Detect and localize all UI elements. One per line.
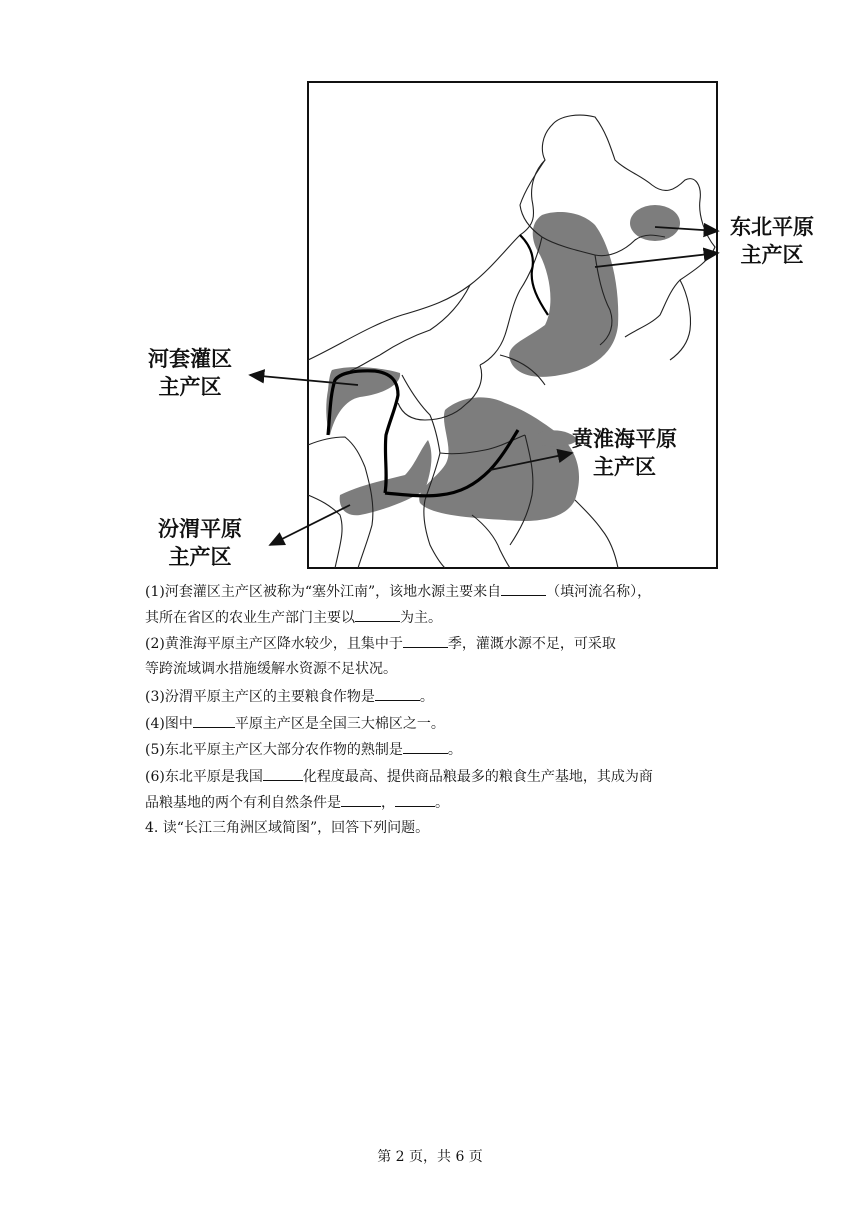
question-1-line1 [145,581,651,602]
q1-text-c: 其所在省区的农业生产部门主要以 [145,610,355,626]
q1-blank-1[interactable] [501,581,546,596]
q5-blank[interactable] [403,739,448,754]
label-dongbei [730,213,814,269]
q2-text-c: 等跨流域调水措施缓解水资源不足状况。 [145,661,397,677]
label-dongbei-line2: 主产区 [740,243,804,267]
q4-blank[interactable] [193,713,235,728]
label-fenwei-line1: 汾渭平原 [158,517,242,541]
dongbei-shade-main [509,212,618,377]
q6-text-b: 化程度最高、提供商品粮最多的粮食生产基地，其成为商 [302,769,653,785]
question-1-line2 [145,607,442,628]
q6-blank-1[interactable] [263,766,303,781]
q1-blank-2[interactable] [355,607,400,622]
q2-text-a: (2)黄淮海平原主产区降水较少，且集中于 [145,636,403,652]
arrow-fenwei [270,505,350,545]
label-hetao [148,345,232,401]
q3-text-a: (3)汾渭平原主产区的主要粮食作物是 [145,689,375,705]
q6-blank-3[interactable] [395,792,435,807]
question-4 [145,713,445,734]
question-5 [145,739,462,760]
q5-text-a: (5)东北平原主产区大部分农作物的熟制是 [145,742,403,758]
q6-text-d: ， [381,795,395,811]
q6-text-a: (6)东北平原是我国 [145,769,263,785]
label-fenwei-line2: 主产区 [168,545,232,569]
label-huanghuaihai-line1: 黄淮海平原 [572,427,677,451]
q1-text-d: 为主。 [400,610,442,626]
q1-text-b: （填河流名称）， [546,584,652,600]
q2-blank-1[interactable] [403,633,448,648]
question-6-line1 [145,766,653,787]
label-dongbei-line1: 东北平原 [730,215,814,239]
q4-text-a: (4)图中 [145,716,193,732]
page-footer: 第 2 页，共 6 页 [377,1149,483,1165]
q3-blank[interactable] [375,686,420,701]
question-6-line2 [145,792,449,813]
arrow-dongbei-main [595,253,718,267]
q6-blank-2[interactable] [341,792,381,807]
question-2-line2 [145,659,397,679]
label-hetao-line2: 主产区 [158,375,222,399]
q6-text-e: 。 [435,795,449,811]
label-hetao-line1: 河套灌区 [148,347,232,371]
question-3 [145,686,434,707]
q6-text-c: 品粮基地的两个有利自然条件是 [145,795,341,811]
question-7-heading: 4. 读“长江三角洲区域简图”，回答下列问题。 [145,820,430,836]
q4-text-b: 平原主产区是全国三大棉区之一。 [234,716,445,732]
q2-text-b: 季，灌溉水源不足，可采取 [447,636,616,652]
map-figure [140,75,840,575]
q5-text-b: 。 [447,742,462,758]
label-huanghuaihai-line2: 主产区 [593,455,656,479]
question-2-line1 [145,633,616,654]
q1-text-a: (1)河套灌区主产区被称为“塞外江南”，该地水源主要来自 [145,584,502,600]
label-huanghuaihai [572,425,677,481]
map-svg [140,75,840,575]
label-fenwei [158,515,242,571]
q3-text-b: 。 [419,689,434,705]
